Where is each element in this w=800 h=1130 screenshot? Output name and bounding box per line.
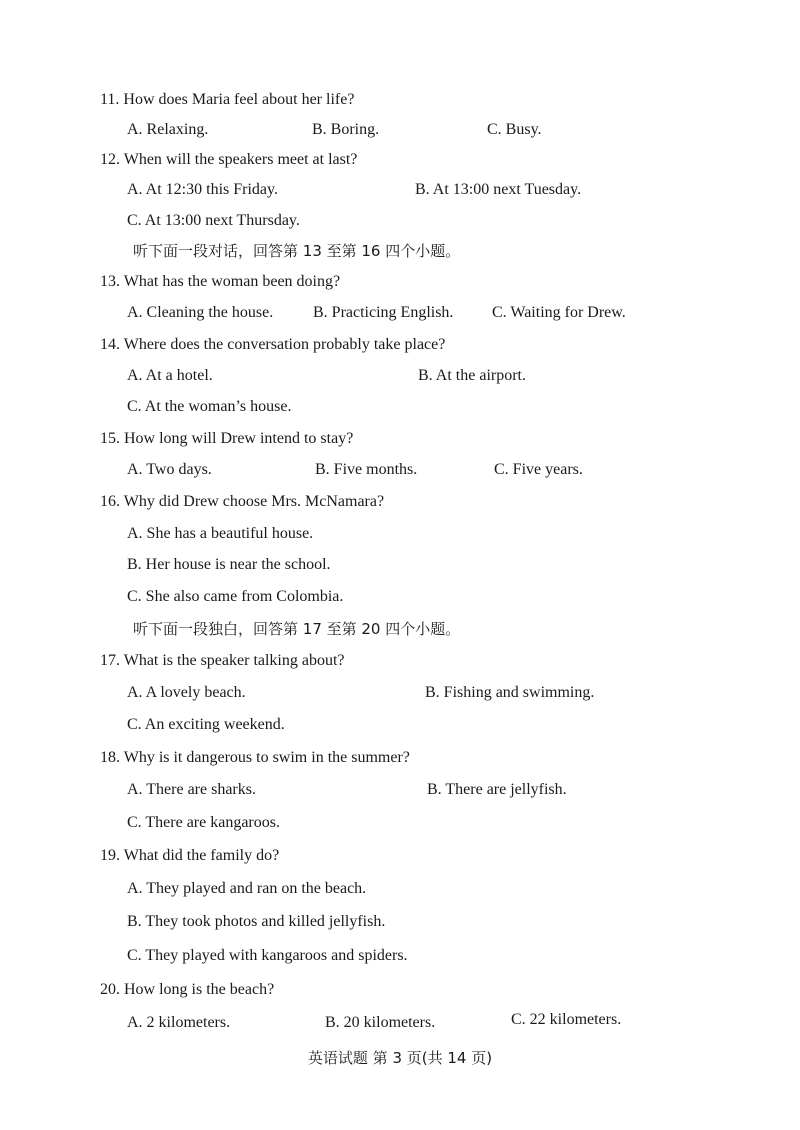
question-15-option-a: A. Two days.: [127, 461, 212, 478]
question-16-option-a: A. She has a beautiful house.: [127, 525, 314, 542]
question-18-option-b: B. There are jellyfish.: [427, 781, 567, 798]
question-14-option-c: C. At the woman’s house.: [127, 398, 292, 415]
question-15-option-b: B. Five months.: [315, 461, 418, 478]
question-12-option-c: C. At 13:00 next Thursday.: [127, 212, 300, 229]
question-13-stem: 13. What has the woman been doing?: [100, 273, 341, 290]
question-19-option-a: A. They played and ran on the beach.: [127, 880, 367, 897]
question-16-stem: 16. Why did Drew choose Mrs. McNamara?: [100, 493, 385, 510]
question-19-option-b: B. They took photos and killed jellyfish.: [127, 913, 386, 930]
question-14-option-b: B. At the airport.: [418, 367, 526, 384]
question-12-option-a: A. At 12:30 this Friday.: [127, 181, 278, 198]
question-20-option-a: A. 2 kilometers.: [127, 1014, 231, 1031]
question-16-option-b: B. Her house is near the school.: [127, 556, 331, 573]
question-19-option-c: C. They played with kangaroos and spiders.: [127, 947, 408, 964]
question-18-stem: 18. Why is it dangerous to swim in the summer?: [100, 749, 410, 766]
question-20-stem: 20. How long is the beach?: [100, 981, 275, 998]
page-footer: 英语试题 第 3 页(共 14 页): [307, 1049, 493, 1067]
question-20-option-b: B. 20 kilometers.: [325, 1014, 436, 1031]
question-20-option-c: C. 22 kilometers.: [511, 1011, 622, 1028]
question-17-stem: 17. What is the speaker talking about?: [100, 652, 345, 669]
question-11-option-c: C. Busy.: [487, 121, 542, 138]
question-12-option-b: B. At 13:00 next Tuesday.: [415, 181, 582, 198]
section-instruction: 听下面一段对话，回答第 13 至第 16 四个小题。: [133, 242, 461, 260]
question-14-stem: 14. Where does the conversation probably take place?: [100, 336, 446, 353]
question-13-option-a: A. Cleaning the house.: [127, 304, 274, 321]
question-14-option-a: A. At a hotel.: [127, 367, 213, 384]
question-18-option-a: A. There are sharks.: [127, 781, 256, 798]
section-instruction: 听下面一段独白，回答第 17 至第 20 四个小题。: [133, 620, 461, 638]
question-11-option-b: B. Boring.: [312, 121, 380, 138]
question-11-stem: 11. How does Maria feel about her life?: [100, 91, 355, 108]
question-15-stem: 15. How long will Drew intend to stay?: [100, 430, 354, 447]
question-13-option-c: C. Waiting for Drew.: [492, 304, 626, 321]
question-17-option-b: B. Fishing and swimming.: [425, 684, 595, 701]
question-17-option-c: C. An exciting weekend.: [127, 716, 285, 733]
question-12-stem: 12. When will the speakers meet at last?: [100, 151, 358, 168]
question-17-option-a: A. A lovely beach.: [127, 684, 246, 701]
question-13-option-b: B. Practicing English.: [313, 304, 454, 321]
question-19-stem: 19. What did the family do?: [100, 847, 280, 864]
question-18-option-c: C. There are kangaroos.: [127, 814, 280, 831]
question-16-option-c: C. She also came from Colombia.: [127, 588, 344, 605]
question-15-option-c: C. Five years.: [494, 461, 583, 478]
question-11-option-a: A. Relaxing.: [127, 121, 209, 138]
